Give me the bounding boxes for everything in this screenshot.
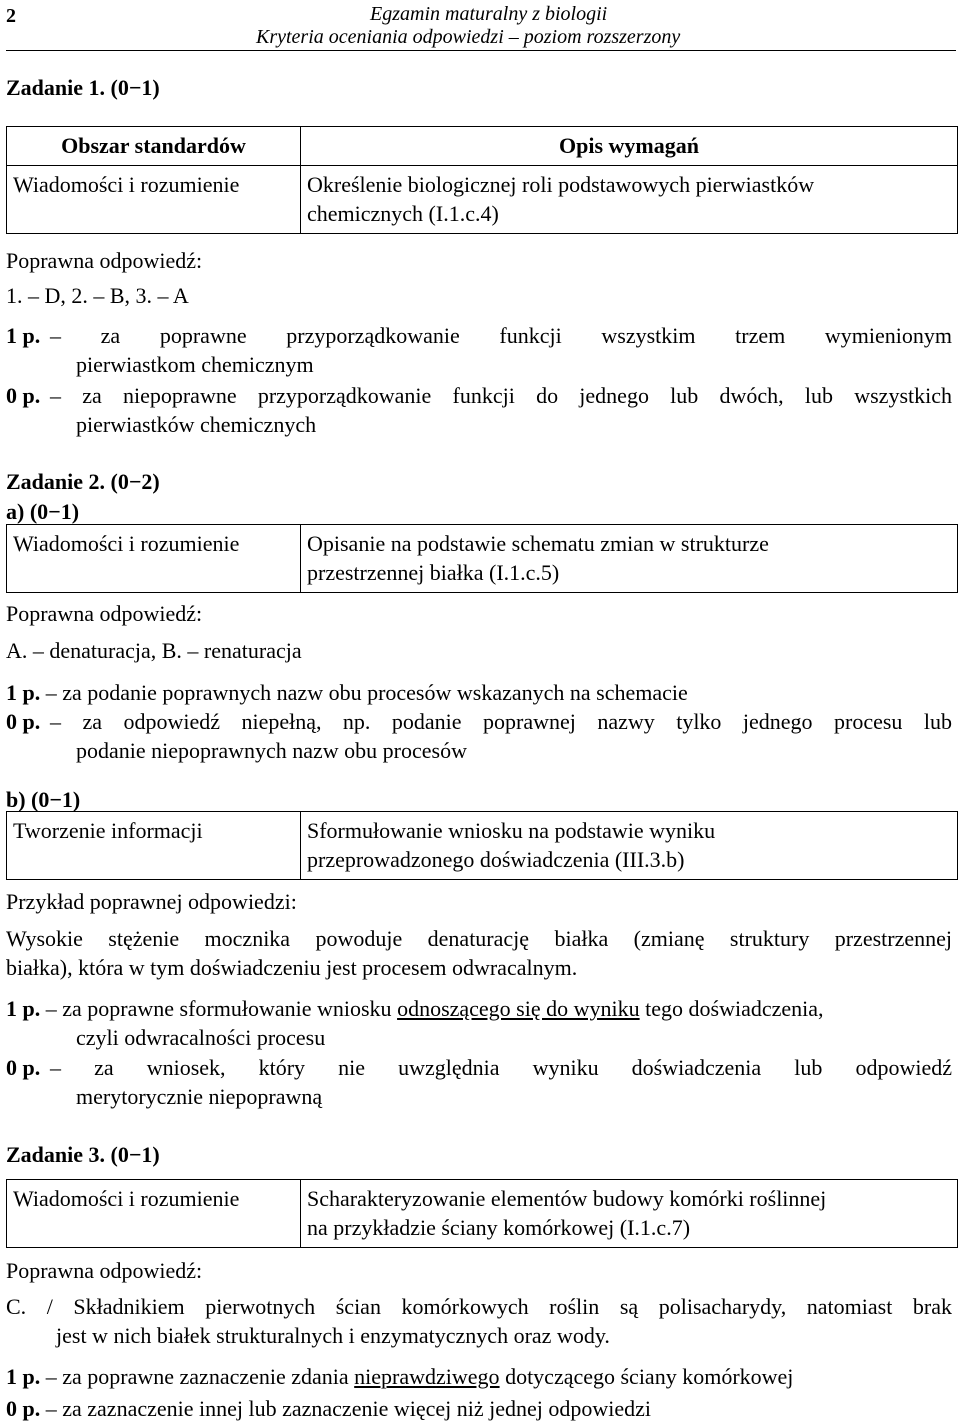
task-2a-requirement	[301, 525, 958, 593]
task-2a-score-0-line2: podanie niepoprawnych nazw obu procesów	[76, 738, 467, 763]
task-2-title: Zadanie 2. (0−2)	[6, 469, 160, 494]
task-2b-example-line1: Wysokie stężenie mocznika powoduje denaturację białka (zmianę struktury przestrzennej	[6, 926, 952, 951]
task-1-answer: 1. – D, 2. – B, 3. – A	[6, 283, 189, 308]
task-2b-requirements-table	[6, 811, 958, 880]
task-1-area: Wiadomości i rozumienie	[7, 166, 301, 234]
task-3-area: Wiadomości i rozumienie	[7, 1180, 301, 1248]
task-2a-title: a) (0−1)	[6, 499, 80, 524]
task-2a-score-1: 1 p. – za podanie poprawnych nazw obu procesów wskazanych na schemacie	[6, 680, 688, 705]
task-1-score-0-bold: 0 p.	[6, 383, 41, 408]
task-1-requirement-line2: chemicznych (I.1.c.4)	[307, 201, 499, 226]
task-1-answer-label: Poprawna odpowiedź:	[6, 248, 203, 273]
task-2a-score-0-bold: 0 p.	[6, 709, 41, 734]
task-2b-title: b) (0−1)	[6, 787, 81, 812]
task-2b-score-0-bold: 0 p.	[6, 1055, 41, 1080]
task-3-answer-line2: jest w nich białek strukturalnych i enzymatycznych oraz wody.	[56, 1323, 610, 1348]
task-3-requirements-table	[6, 1179, 958, 1248]
task-2b-score-0-line1: – za wniosek, który nie uwzględnia wyniku doświadczenia lub odpowiedź	[50, 1055, 952, 1080]
task-2b-score-1-line1: 1 p. – za poprawne sformułowanie wniosku odnoszącego się do wyniku tego doświadczenia,	[6, 996, 824, 1021]
task-1-requirement	[301, 166, 958, 234]
task-2a-requirement-line2: przestrzennej białka (I.1.c.5)	[307, 560, 560, 585]
task-2a-score-0-line1: – za odpowiedź niepełną, np. podanie poprawnej nazwy tylko jednego procesu lub	[50, 709, 952, 734]
task-2a-area: Wiadomości i rozumienie	[7, 525, 301, 593]
task-3-requirement-line2: na przykładzie ściany komórkowej (I.1.c.7)	[307, 1215, 691, 1240]
task-3-score-0: 0 p. – za zaznaczenie innej lub zaznaczenie więcej niż jednej odpowiedzi	[6, 1396, 652, 1421]
task-2b-requirement-line2: przeprowadzonego doświadczenia (III.3.b)	[307, 847, 685, 872]
header-subtitle: Kryteria oceniania odpowiedzi – poziom rozszerzony	[256, 26, 681, 48]
task-2a-requirements-table	[6, 524, 958, 593]
task-2b-requirement	[301, 812, 958, 880]
task-3-title: Zadanie 3. (0−1)	[6, 1142, 160, 1167]
task-3-answer-label: Poprawna odpowiedź:	[6, 1258, 203, 1283]
task-1-score-0-line2: pierwiastków chemicznych	[76, 412, 317, 437]
task-1-score-1-line1: – za poprawne przyporządkowanie funkcji wszystkim trzem wymienionym	[50, 323, 952, 348]
header-title: Egzamin maturalny z biologii	[370, 3, 608, 25]
column-header-requirements: Opis wymagań	[301, 127, 958, 166]
task-2a-answer: A. – denaturacja, B. – renaturacja	[6, 638, 302, 663]
task-2a-answer-label: Poprawna odpowiedź:	[6, 601, 203, 626]
task-2b-score-0-line2: merytorycznie niepoprawną	[76, 1084, 323, 1109]
task-2b-score-1-line2: czyli odwracalności procesu	[76, 1025, 326, 1050]
task-3-requirement-line1: Scharakteryzowanie elementów budowy komórki roślinnej	[307, 1186, 827, 1211]
task-2a-requirement-line1: Opisanie na podstawie schematu zmian w strukturze	[307, 531, 769, 556]
task-1-requirements-table	[6, 126, 958, 234]
header-rule	[6, 50, 956, 51]
task-2b-area: Tworzenie informacji	[7, 812, 301, 880]
task-1-score-0-line1: – za niepoprawne przyporządkowanie funkcji do jednego lub dwóch, lub wszystkich	[50, 383, 952, 408]
task-1-score-1-bold: 1 p.	[6, 323, 41, 348]
task-3-score-1: 1 p. – za poprawne zaznaczenie zdania nieprawdziwego dotyczącego ściany komórkowej	[6, 1364, 794, 1389]
task-1-requirement-line1: Określenie biologicznej roli podstawowych pierwiastków	[307, 172, 815, 197]
task-2b-example-line2: białka), która w tym doświadczeniu jest procesem odwracalnym.	[6, 955, 578, 980]
task-2b-example-label: Przykład poprawnej odpowiedzi:	[6, 889, 297, 914]
task-1-score-1-line2: pierwiastkom chemicznym	[76, 352, 314, 377]
task-1-title: Zadanie 1. (0−1)	[6, 75, 160, 100]
task-3-answer-line1: C. / Składnikiem pierwotnych ścian komórkowych roślin są polisacharydy, natomiast brak	[6, 1294, 952, 1319]
task-3-requirement	[301, 1180, 958, 1248]
task-2b-requirement-line1: Sformułowanie wniosku na podstawie wyniku	[307, 818, 716, 843]
column-header-area: Obszar standardów	[7, 127, 301, 166]
page-number: 2	[6, 5, 16, 27]
